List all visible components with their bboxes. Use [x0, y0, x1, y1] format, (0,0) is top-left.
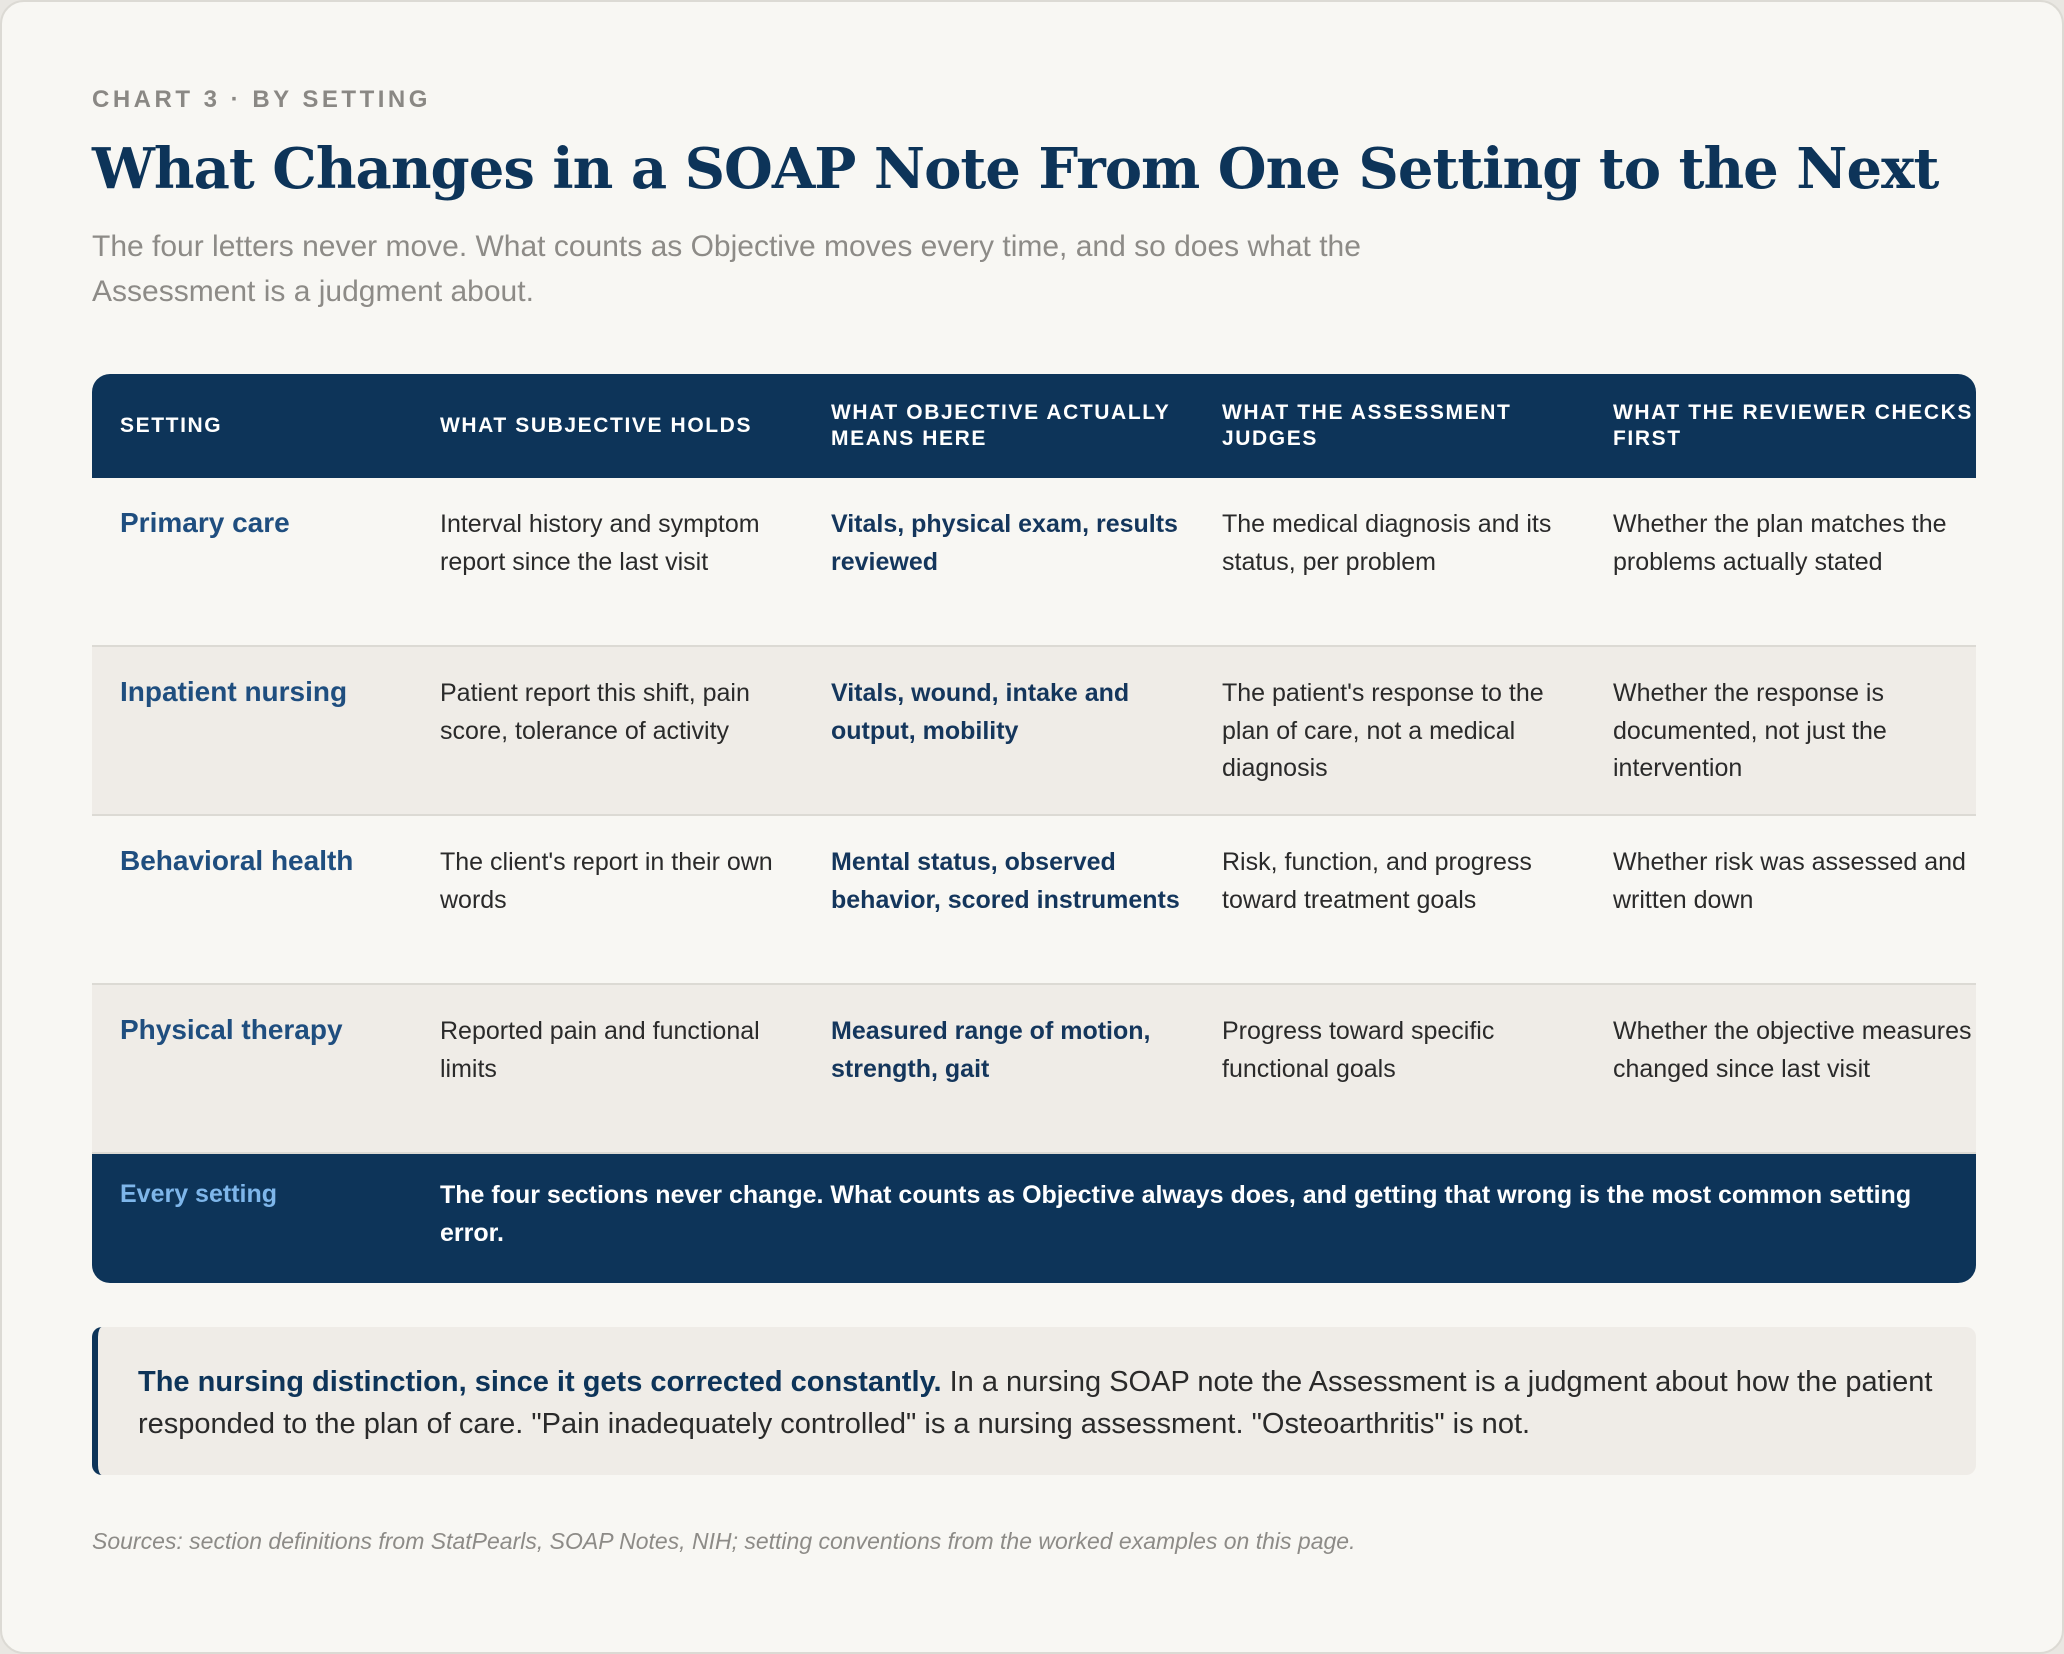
assessment-cell: The medical diagnosis and its status, per problem	[1222, 510, 1552, 576]
table-row	[92, 647, 1976, 816]
assessment-cell: The patient's response to the plan of care, not a medical diagnosis	[1222, 679, 1544, 782]
summary-label: Every setting	[120, 1180, 278, 1208]
table-header-row	[92, 374, 1976, 478]
nursing-callout	[92, 1327, 1976, 1475]
column-header-assessment: WHAT THE ASSESSMENT JUDGES	[1222, 401, 1512, 450]
objective-cell: Vitals, physical exam, results reviewed	[831, 510, 1178, 576]
column-header-reviewer: WHAT THE REVIEWER CHECKS FIRST	[1613, 401, 1974, 450]
setting-cell: Physical therapy	[120, 1014, 343, 1045]
setting-cell: Inpatient nursing	[120, 676, 348, 707]
subjective-cell: Patient report this shift, pain score, tolerance of activity	[440, 679, 750, 745]
objective-cell: Mental status, observed behavior, scored instruments	[831, 848, 1180, 914]
summary-text: The four sections never change. What counts as Objective always does, and getting that wrong is the most common setting error.	[440, 1181, 1912, 1247]
chart-eyebrow: CHART 3 · BY SETTING	[92, 86, 431, 113]
column-header-subjective: WHAT SUBJECTIVE HOLDS	[440, 414, 753, 437]
objective-cell: Vitals, wound, intake and output, mobility	[831, 679, 1130, 745]
table-summary-row	[92, 1154, 1976, 1283]
assessment-cell: Risk, function, and progress toward treatment goals	[1222, 848, 1532, 914]
table-row	[92, 478, 1976, 647]
subjective-cell: Reported pain and functional limits	[440, 1017, 760, 1083]
callout-lead: The nursing distinction, since it gets corrected constantly.	[138, 1366, 950, 1398]
subjective-cell: Interval history and symptom report since the last visit	[440, 510, 760, 576]
table-row	[92, 816, 1976, 985]
column-header-setting: SETTING	[120, 414, 223, 437]
assessment-cell: Progress toward specific functional goals	[1222, 1017, 1495, 1083]
setting-cell: Primary care	[120, 507, 290, 538]
reviewer-cell: Whether the plan matches the problems actually stated	[1613, 510, 1947, 576]
reviewer-cell: Whether the objective measures changed since last visit	[1613, 1017, 1972, 1083]
callout-text: In a nursing SOAP note the Assessment is a judgment about how the patient responded to the plan of care. "Pain inadequately controlled" is a nursing assessment. "Osteoarthritis" is not.	[138, 1366, 1933, 1440]
reviewer-cell: Whether the response is documented, not just the intervention	[1613, 679, 1887, 782]
table-row	[92, 985, 1976, 1154]
comparison-table	[92, 374, 1976, 1283]
setting-cell: Behavioral health	[120, 845, 354, 876]
reviewer-cell: Whether risk was assessed and written down	[1613, 848, 1966, 914]
source-note: Sources: section definitions from StatPearls, SOAP Notes, NIH; setting conventions from the worked examples on this page.	[92, 1528, 1356, 1554]
subjective-cell: The client's report in their own words	[440, 848, 773, 914]
column-header-objective: WHAT OBJECTIVE ACTUALLY MEANS HERE	[831, 401, 1170, 450]
objective-cell: Measured range of motion, strength, gait	[831, 1017, 1151, 1083]
chart-title: What Changes in a SOAP Note From One Setting to the Next	[92, 136, 1939, 202]
chart-subtitle: The four letters never move. What counts as Objective moves every time, and so does what the Assessment is a judgment about.	[92, 230, 1361, 308]
